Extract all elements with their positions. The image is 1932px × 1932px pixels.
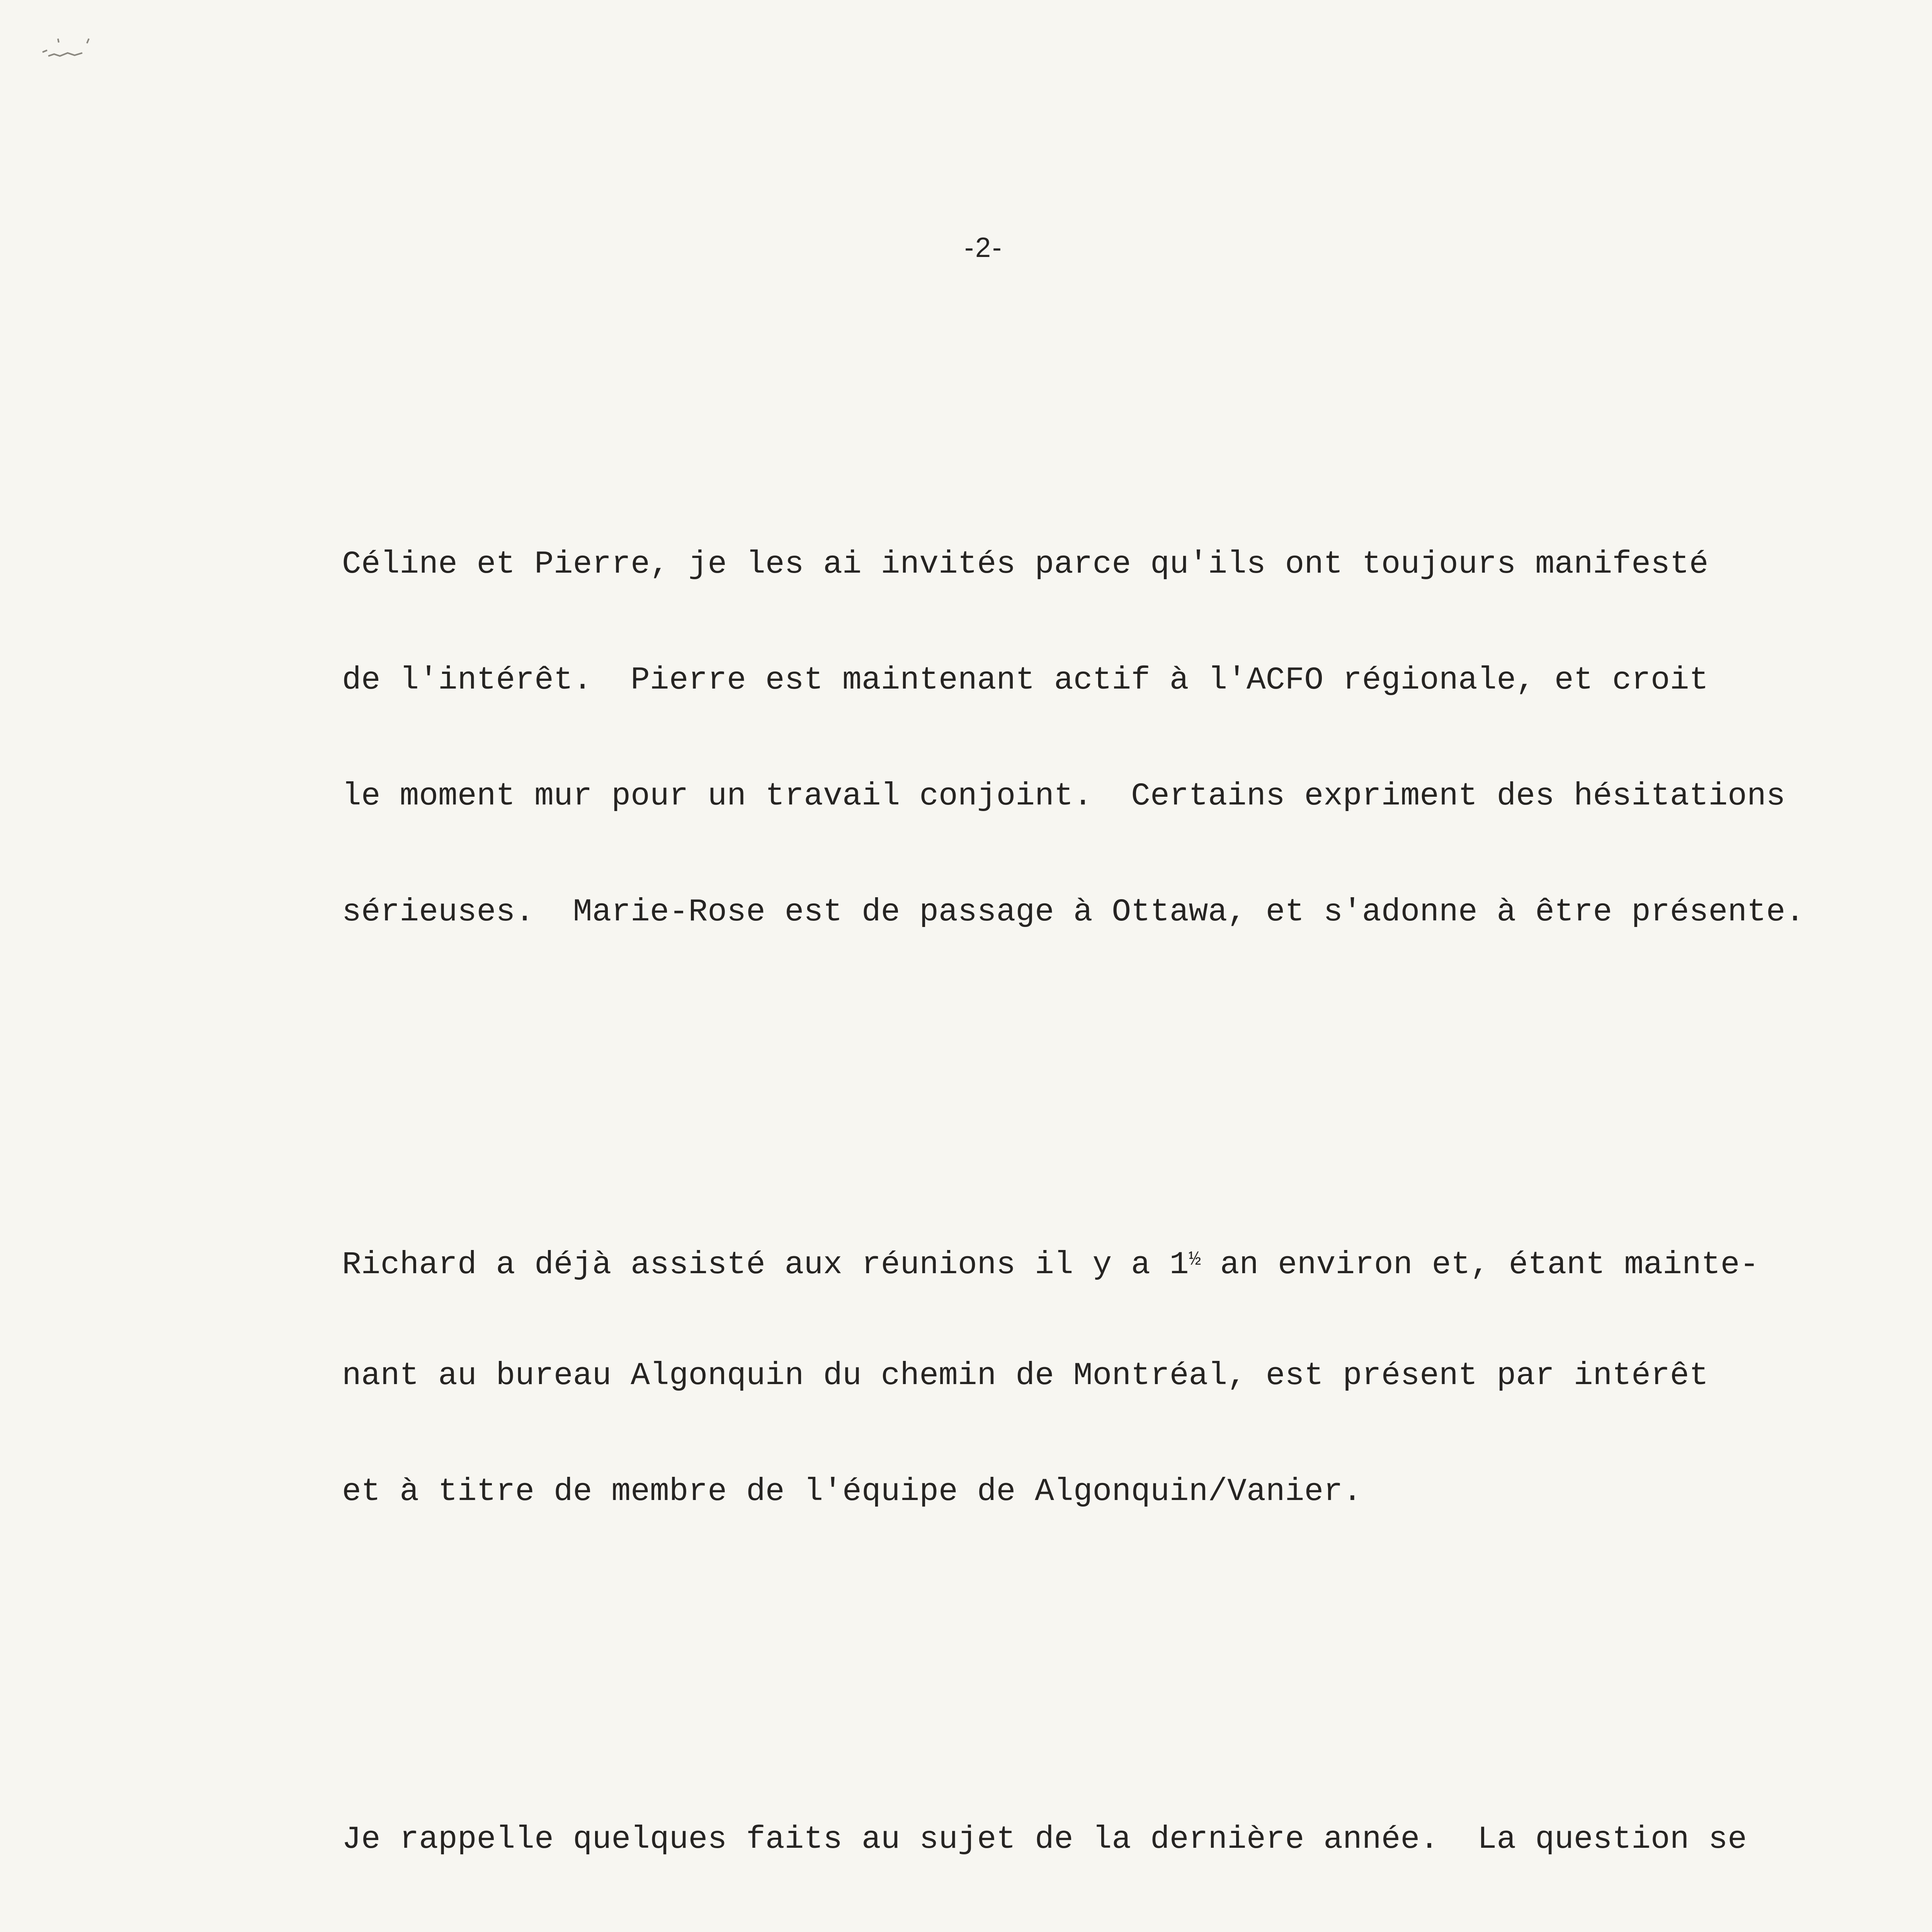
text-line: sérieuses. Marie-Rose est de passage à Ottawa, et s'adonne à être présente. — [342, 894, 1805, 930]
document-body — [342, 352, 1888, 1932]
page-number: -2- — [964, 232, 1003, 263]
text-line: Je rappelle quelques faits au sujet de la dernière année. La question se — [342, 1821, 1747, 1857]
paragraph-richard — [342, 1163, 1888, 1588]
paragraph-attendees — [342, 468, 1888, 1009]
pencil-mark-icon — [41, 37, 126, 60]
text-line: de l'intérêt. Pierre est maintenant actif à l'ACFO régionale, et croit — [342, 662, 1709, 698]
paragraph-questions — [342, 1743, 1888, 1932]
text-line — [342, 1240, 1888, 1283]
text-line: et à titre de membre de l'équipe de Algonquin/Vanier. — [342, 1473, 1362, 1510]
text-line: le moment mur pour un travail conjoint. Certains expriment des hésitations — [342, 778, 1786, 814]
text-line: nant au bureau Algonquin du chemin de Montréal, est présent par intérêt — [342, 1357, 1709, 1394]
text-segment: an environ et, étant mainte- — [1201, 1247, 1759, 1283]
text-segment: Richard a déjà assisté aux réunions il y a 1 — [342, 1247, 1189, 1283]
text-line: Céline et Pierre, je les ai invités parce qu'ils ont toujours manifesté — [342, 546, 1709, 582]
fraction: ½ — [1189, 1248, 1201, 1271]
